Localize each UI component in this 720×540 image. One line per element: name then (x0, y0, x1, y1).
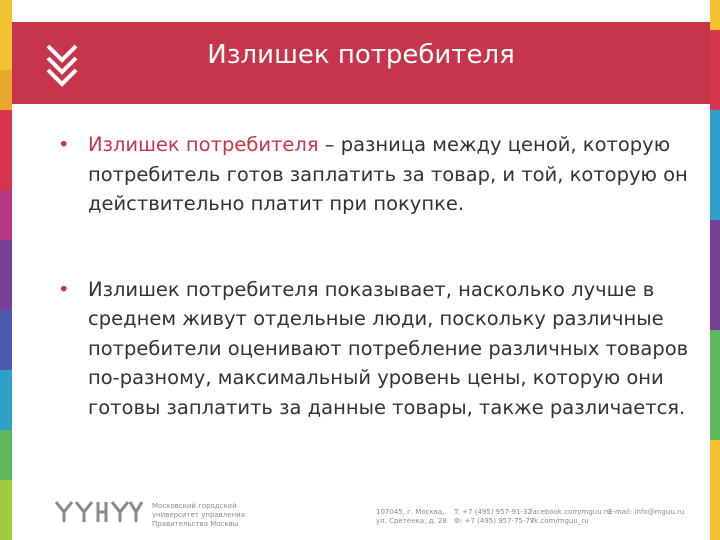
footer-university-line: Московский городской (152, 502, 237, 510)
bullet-term: Излишек потребителя (88, 133, 319, 156)
bullet-dash: – (318, 133, 341, 156)
footer-university-line: Правительства Москвы (152, 520, 239, 528)
slide-content (56, 130, 696, 422)
top-margin (12, 0, 710, 22)
bullet-icon: • (58, 277, 70, 301)
university-logo (54, 500, 144, 524)
bullet-text: Излишек потребителя показывает, насколько лучше в среднем живут отдельные люди, поскольку различные потребители оценивают потребление различных товаров по-разному, максимальный уровень цены, которую они готовы заплатить за данные товары, также различается. (88, 277, 689, 419)
footer-vk-link[interactable]: vk.com/mguu_ru (530, 517, 589, 525)
footer-email-link[interactable]: E-mail: info@mguu.ru (608, 508, 685, 516)
footer-university-line: университет управления (152, 511, 245, 519)
right-color-strip (710, 0, 720, 540)
footer-address-line: ул. Сретенка, д. 28 (376, 517, 447, 525)
bullet-item (56, 130, 696, 219)
page-title: Излишек потребителя (207, 40, 515, 70)
bullet-text: разница между ценой, которую потребитель готов заплатить за товар, и той, которую он действительно платит при покупке. (88, 133, 688, 215)
footer-phone-line: T: +7 (495) 957-91-32 (454, 508, 532, 516)
footer-address-line: 107045, г. Москва, (376, 508, 445, 516)
bullet-item (56, 275, 696, 423)
left-color-strip (0, 0, 12, 540)
footer-fax-line: Ф: +7 (495) 957-75-77 (454, 517, 535, 525)
bullet-icon: • (58, 133, 70, 156)
footer-facebook-link[interactable]: facebook.com/mguu.ru (530, 508, 612, 516)
slide-header (12, 22, 710, 104)
footer (54, 496, 694, 532)
